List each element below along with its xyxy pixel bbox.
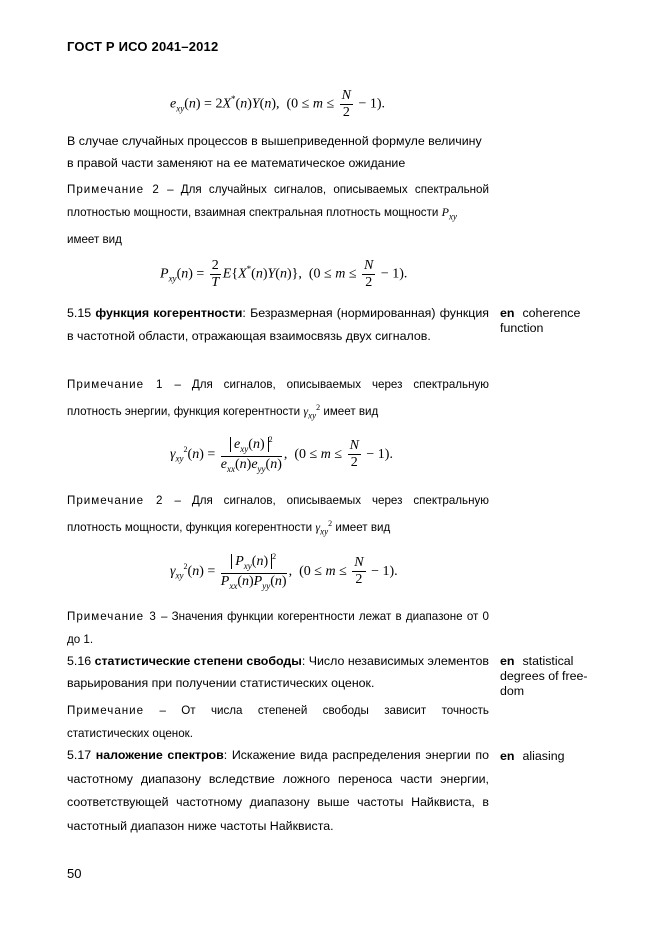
note-label: Примечание 2	[67, 494, 164, 507]
en-term: statistical degrees of free-dom	[500, 654, 588, 698]
lang-tag: en	[500, 306, 515, 320]
en-term: coherence function	[500, 306, 581, 335]
note-5-16	[67, 699, 489, 745]
formula-exy: $e_{xy}(n) = 2X^*(n)Y(n)$, (0 ≤ m ≤ $\frac{N}{2}$ − 1).	[170, 88, 386, 120]
term-5-17	[67, 744, 489, 838]
term-number: 5.15	[67, 306, 92, 320]
en-equivalent-5-15	[500, 306, 610, 336]
lang-tag: en	[500, 654, 515, 668]
note-tail: имеет вид	[335, 521, 391, 534]
term-name: статистические степени свободы	[94, 654, 302, 668]
note-text: – Для случайных сигналов, описываемых спектральной плотностью мощности, взаимная спектральная плотность мощности	[67, 183, 489, 219]
en-equivalent-5-17	[500, 749, 610, 764]
term-definition: : Число независимых элементов варьирования при получении статистических оценок.	[67, 654, 489, 690]
page-number: 50	[67, 866, 82, 881]
term-definition: : Искажение вида распределения энергии по частотному диапазону вследствие ложного переноса части энергии, соответствующей частотному диапазону выше частоты Найквиста, в частотный диапазон ниже частоты Найквиста.	[67, 748, 489, 833]
term-name: наложение спектров	[95, 748, 224, 762]
note-text: – Для сигналов, описываемых через спектральную плотность мощности, функция когерентности	[67, 494, 489, 534]
note-text: – От числа степеней свободы зависит точность статистических оценок.	[67, 704, 489, 740]
page-header: ГОСТ Р ИСО 2041–2012	[67, 39, 219, 54]
formula-coherence-1: $\gamma_{xy}^2(n)$ = $\frac{e_{xy}(n) ^2}{e_{xx}(n)e_{yy}(n)}$ , (0 ≤ m ≤ $\frac{N}{2}$ − 1).	[170, 432, 393, 477]
note-label: Примечание 2	[67, 183, 160, 196]
formula-coherence-2: $\gamma_{xy}^2(n)$ = $\frac{P_{xy}(n) ^2}{P_{xx}(n)P_{yy}(n)}$ , (0 ≤ m ≤ $\frac{N}{2}$ − 1).	[170, 549, 398, 594]
note-text: – Значения функции когерентности лежат в диапазоне от 0 до 1.	[67, 610, 489, 646]
paragraph-random-processes: В случае случайных процессов в вышеприведенной формуле величину в правой части заменяют на ее математическое ожидание	[67, 134, 482, 170]
term-number: 5.17	[67, 748, 92, 762]
formula-pxy: $P_{xy}(n)$ = $\frac{2}{T}$ E{X*(n)Y(n)}, (0 ≤ m ≤ $\frac{N}{2}$ − 1).	[160, 258, 408, 290]
term-number: 5.16	[67, 654, 92, 668]
note-text: – Для сигналов, описываемых через спектральную плотность энергии, функция когерентности	[67, 378, 489, 418]
term-definition: : Безразмерная (нормированная) функция в частотной области, отражающая взаимосвязь двух сигналов.	[67, 306, 489, 343]
note-label: Примечание	[67, 704, 145, 717]
en-equivalent-5-16	[500, 654, 600, 699]
term-5-15	[67, 302, 489, 348]
note-coherence-1: Примечание 1 – Для сигналов, описываемых через спектральную плотность энергии, функция когерентности $\gamma_{xy}^2$ имеет вид	[67, 378, 489, 421]
note-coherence-2: Примечание 2 – Для сигналов, описываемых через спектральную плотность мощности, функция когерентности $\gamma_{xy}^2$ имеет вид	[67, 494, 489, 537]
lang-tag: en	[500, 749, 515, 763]
note-tail: имеет вид	[67, 233, 122, 247]
term-5-16	[67, 650, 489, 694]
note-label: Примечание 3	[67, 610, 157, 623]
term-name: функция когерентности	[95, 306, 243, 320]
note-coherence-3	[67, 605, 489, 651]
note-tail: имеет вид	[323, 405, 379, 418]
en-term: aliasing	[522, 749, 565, 763]
note-psd: Примечание 2 – Для случайных сигналов, описываемых спектральной плотностью мощности, взаимная спектральная плотность мощности $P_{xy}$ имеет вид	[67, 183, 489, 247]
note-label: Примечание 1	[67, 378, 164, 391]
